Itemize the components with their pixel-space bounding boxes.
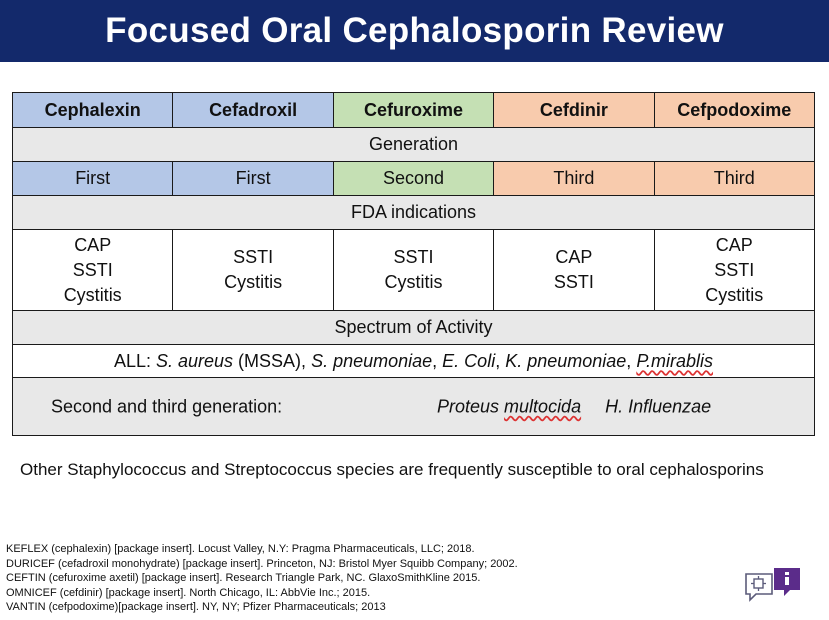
generation-cefuroxime: Second xyxy=(333,162,493,196)
drug-cephalexin: Cephalexin xyxy=(13,93,173,128)
indications-cephalexin: CAP SSTI Cystitis xyxy=(13,230,173,311)
organism-proteus-multocida xyxy=(437,396,597,416)
second-third-gen-row xyxy=(13,378,815,436)
organism-s-pneumoniae: S. pneumoniae xyxy=(311,350,433,371)
susceptibility-note: Other Staphylococcus and Streptococcus species are frequently susceptible to oral cephalosporins xyxy=(20,460,764,479)
organism-p-mirablis: P.mirablis xyxy=(636,350,714,371)
reference-item: KEFLEX (cephalexin) [package insert]. Locust Valley, N.Y: Pragma Pharmaceuticals, LLC; 2018. xyxy=(6,543,475,555)
indications-cefpodoxime: CAP SSTI Cystitis xyxy=(654,230,814,311)
references xyxy=(6,542,518,615)
indications-row xyxy=(13,230,815,311)
generation-section-label: Generation xyxy=(13,128,815,162)
generation-section-row xyxy=(13,128,815,162)
cephalosporin-table xyxy=(12,92,815,436)
drug-header-row xyxy=(13,93,815,128)
title-bar xyxy=(0,0,829,62)
drug-cefadroxil: Cefadroxil xyxy=(173,93,333,128)
mssa-text: (MSSA), xyxy=(233,350,312,371)
all-spectrum-cell xyxy=(13,345,815,378)
spectrum-section-row xyxy=(13,311,815,345)
reference-item: CEFTIN (cefuroxime axetil) [package insert]. Research Triangle Park, NC. GlaxoSmithKline 2015. xyxy=(6,572,481,584)
separator: , xyxy=(495,350,506,371)
second-third-gen-cell xyxy=(13,378,815,436)
generation-cephalexin: First xyxy=(13,162,173,196)
indications-cefadroxil: SSTI Cystitis xyxy=(173,230,333,311)
organism-s-aureus: S. aureus xyxy=(156,350,234,371)
second-third-gen-organisms xyxy=(437,394,719,419)
generation-cefdinir: Third xyxy=(494,162,654,196)
organism-k-pneumoniae: K. pneumoniae xyxy=(505,350,627,371)
chat-bubble-logo-icon xyxy=(744,566,804,606)
all-prefix: ALL: xyxy=(113,350,156,371)
separator: , xyxy=(432,350,443,371)
indications-cefdinir: CAP SSTI xyxy=(494,230,654,311)
separator: , xyxy=(626,350,637,371)
fda-section-label: FDA indications xyxy=(13,196,815,230)
organism-h-influenzae: H. Influenzae xyxy=(605,396,712,416)
indications-cefuroxime: SSTI Cystitis xyxy=(333,230,493,311)
reference-item: VANTIN (cefpodoxime)[package insert]. NY, NY; Pfizer Pharmaceuticals; 2013 xyxy=(6,601,386,613)
organism-e-coli: E. Coli xyxy=(442,350,496,371)
spectrum-section-label: Spectrum of Activity xyxy=(13,311,815,345)
generation-cefpodoxime: Third xyxy=(654,162,814,196)
generation-values-row xyxy=(13,162,815,196)
reference-item: OMNICEF (cefdinir) [package insert]. North Chicago, IL: AbbVie Inc.; 2015. xyxy=(6,586,371,599)
fda-section-row xyxy=(13,196,815,230)
drug-cefuroxime: Cefuroxime xyxy=(333,93,493,128)
organism-proteus-text: Proteus multocida xyxy=(437,396,582,416)
drug-cefdinir: Cefdinir xyxy=(494,93,654,128)
second-third-gen-label: Second and third generation: xyxy=(51,396,283,416)
all-spectrum-row xyxy=(13,345,815,378)
reference-item: DURICEF (cefadroxil monohydrate) [package insert]. Princeton, NJ: Bristol Myer Squibb Company; 2002. xyxy=(6,557,518,570)
generation-cefadroxil: First xyxy=(173,162,333,196)
drug-cefpodoxime: Cefpodoxime xyxy=(654,93,814,128)
page-title: Focused Oral Cephalosporin Review xyxy=(105,11,724,50)
